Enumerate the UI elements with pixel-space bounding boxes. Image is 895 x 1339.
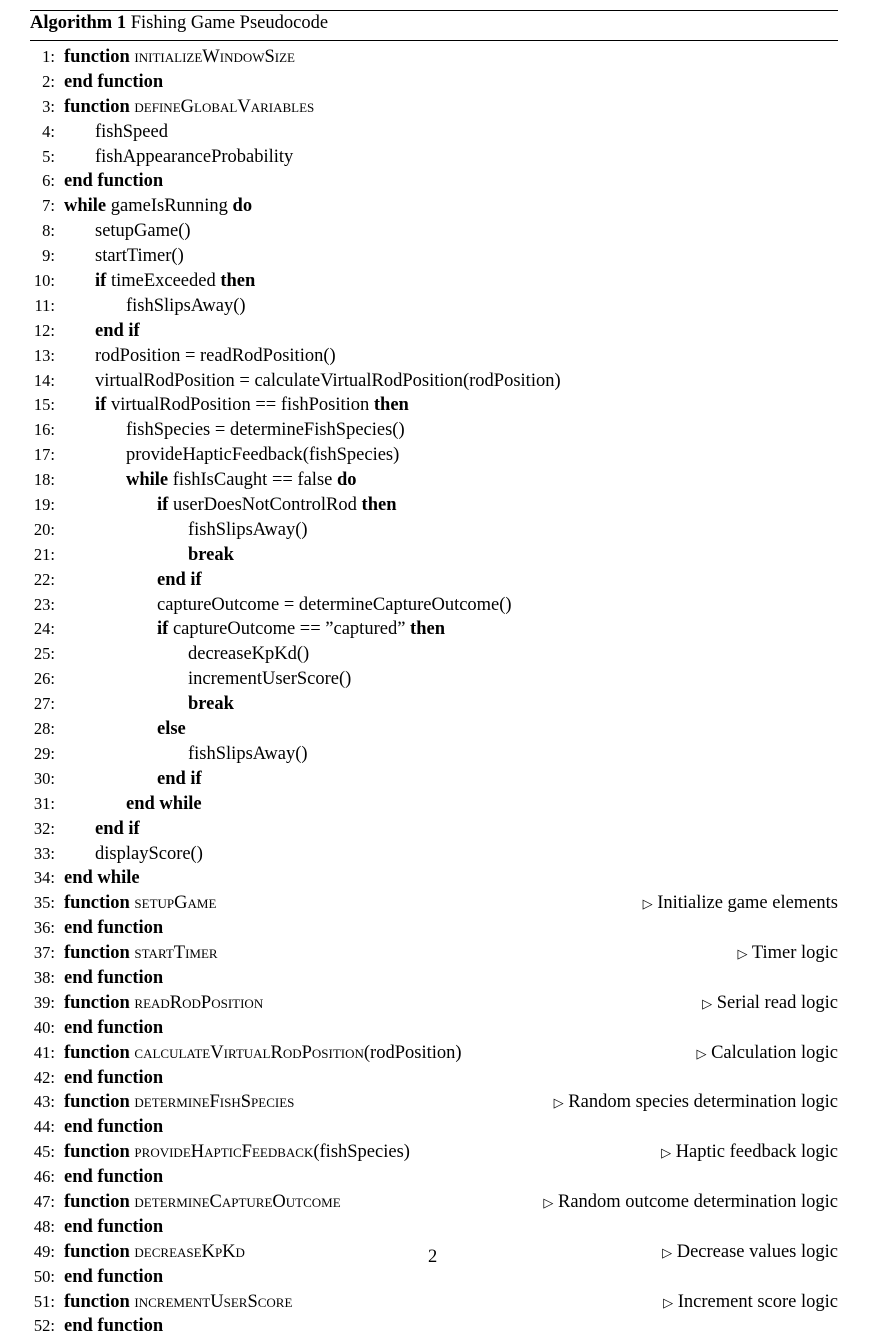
line-code — [64, 866, 838, 891]
line-number: 42: — [33, 1067, 55, 1087]
keyword: end function — [64, 1266, 164, 1287]
code-text: captureOutcome = determineCaptureOutcome() — [157, 594, 512, 615]
line-comment — [663, 1290, 838, 1316]
line-number: 23: — [33, 594, 55, 614]
pseudocode-line — [30, 95, 838, 120]
comment-text: Random outcome determination logic — [557, 1191, 838, 1212]
line-number: 41: — [33, 1042, 55, 1062]
code-text: setupGame() — [95, 221, 191, 242]
comment-triangle-icon: ▷ — [702, 995, 713, 1011]
pseudocode-line — [30, 70, 838, 95]
pseudocode-line — [30, 842, 838, 867]
keyword: function — [64, 893, 130, 914]
function-name: startTimer — [134, 943, 218, 964]
line-number: 37: — [33, 943, 55, 963]
line-number: 20: — [33, 519, 55, 539]
line-number: 34: — [33, 868, 55, 888]
line-number: 47: — [33, 1191, 55, 1211]
pseudocode-line — [30, 45, 838, 70]
line-number: 4: — [42, 121, 55, 141]
line-comment — [554, 1090, 838, 1116]
line-number: 8: — [42, 221, 55, 241]
line-code — [64, 1066, 838, 1091]
pseudocode-line — [30, 941, 838, 966]
keyword: end if — [157, 569, 202, 590]
comment-triangle-icon: ▷ — [696, 1045, 707, 1061]
pseudocode-line — [30, 667, 838, 692]
pseudocode-line — [30, 169, 838, 194]
line-code — [64, 294, 838, 319]
function-name: readRodPosition — [134, 992, 264, 1013]
line-code — [64, 269, 838, 294]
pseudocode-line — [30, 468, 838, 493]
code-text: decreaseKpKd() — [188, 644, 310, 665]
keyword: function — [64, 1042, 130, 1063]
line-code — [64, 393, 838, 418]
line-number: 36: — [33, 918, 55, 938]
keyword: then — [220, 271, 256, 292]
line-code — [64, 742, 838, 767]
line-comment — [543, 1190, 838, 1216]
line-comment — [661, 1140, 838, 1166]
keyword: function — [64, 1092, 130, 1113]
line-code — [64, 667, 838, 692]
pseudocode-line — [30, 269, 838, 294]
pseudocode-line — [30, 344, 838, 369]
keyword: then — [373, 395, 409, 416]
keyword: end function — [64, 1216, 164, 1237]
pseudocode-line — [30, 742, 838, 767]
keyword: end function — [64, 1017, 164, 1038]
keyword: if — [157, 495, 169, 516]
code-text: timeExceeded — [106, 271, 221, 292]
line-number: 40: — [33, 1017, 55, 1037]
line-code — [64, 966, 838, 991]
comment-triangle-icon: ▷ — [642, 896, 653, 912]
code-text: fishSlipsAway() — [126, 295, 246, 316]
keyword: while — [126, 470, 169, 491]
pseudocode-line — [30, 1016, 838, 1041]
line-number: 3: — [42, 96, 55, 116]
code-text: fishSpecies = determineFishSpecies() — [126, 420, 405, 441]
code-text: fishIsCaught == false — [168, 470, 337, 491]
code-text: startTimer() — [95, 246, 184, 267]
line-number: 39: — [33, 992, 55, 1012]
keyword: end if — [95, 818, 140, 839]
pseudocode-line — [30, 369, 838, 394]
line-code — [64, 468, 838, 493]
pseudocode-line — [30, 642, 838, 667]
line-number: 25: — [33, 644, 55, 664]
line-code — [64, 593, 838, 618]
line-number: 9: — [42, 246, 55, 266]
comment-triangle-icon: ▷ — [553, 1095, 564, 1111]
pseudocode-line — [30, 493, 838, 518]
line-number: 1: — [42, 47, 55, 66]
line-number: 29: — [33, 743, 55, 763]
pseudocode-line — [30, 1215, 838, 1240]
comment-triangle-icon: ▷ — [661, 1145, 672, 1161]
line-number: 22: — [33, 569, 55, 589]
function-name: defineGlobalVariables — [134, 96, 315, 117]
pseudocode-line — [30, 1090, 838, 1115]
line-code — [64, 518, 838, 543]
line-number: 44: — [33, 1117, 55, 1137]
pseudocode-line — [30, 1190, 838, 1215]
line-number: 46: — [33, 1167, 55, 1187]
line-number: 15: — [33, 395, 55, 415]
comment-text: Haptic feedback logic — [675, 1142, 838, 1163]
pseudocode-line — [30, 393, 838, 418]
line-comment — [662, 1240, 838, 1266]
pseudocode-line — [30, 294, 838, 319]
keyword: end while — [64, 868, 140, 889]
pseudocode-line — [30, 617, 838, 642]
keyword: else — [157, 719, 186, 740]
keyword: if — [157, 619, 169, 640]
line-code — [64, 717, 838, 742]
code-text: captureOutcome == ”captured” — [168, 619, 411, 640]
code-text: fishSpeed — [95, 121, 168, 142]
line-code — [64, 169, 838, 194]
line-code — [64, 219, 838, 244]
function-name: calculateVirtualRodPosition — [134, 1042, 364, 1063]
line-number: 7: — [42, 196, 55, 216]
line-code — [64, 1115, 838, 1140]
comment-triangle-icon: ▷ — [737, 946, 748, 962]
keyword: function — [64, 1291, 130, 1312]
line-code — [64, 319, 838, 344]
keyword: break — [188, 544, 234, 565]
algorithm-caption — [30, 11, 838, 36]
pseudocode-line — [30, 518, 838, 543]
code-text: fishSlipsAway() — [188, 519, 308, 540]
line-code — [64, 767, 838, 792]
algorithm-label: Algorithm 1 — [30, 13, 127, 33]
line-code — [64, 244, 838, 269]
keyword: end function — [64, 918, 164, 939]
line-code — [64, 120, 838, 145]
keyword: then — [361, 495, 397, 516]
line-number: 45: — [33, 1142, 55, 1162]
function-name: incrementUserScore — [134, 1291, 293, 1312]
line-code — [64, 941, 838, 966]
algorithm-block — [30, 10, 838, 1339]
keyword: end function — [64, 1167, 164, 1188]
line-code — [64, 443, 838, 468]
keyword: end function — [64, 967, 164, 988]
code-text: virtualRodPosition == fishPosition — [106, 395, 374, 416]
pseudocode-line — [30, 145, 838, 170]
line-number: 5: — [42, 146, 55, 166]
pseudocode-line — [30, 1165, 838, 1190]
comment-triangle-icon: ▷ — [663, 1294, 674, 1310]
comment-triangle-icon: ▷ — [662, 1244, 673, 1260]
keyword: end while — [126, 793, 202, 814]
comment-triangle-icon: ▷ — [543, 1194, 554, 1210]
pseudocode-line — [30, 418, 838, 443]
line-number: 33: — [33, 843, 55, 863]
pseudocode-line — [30, 817, 838, 842]
line-code — [64, 1165, 838, 1190]
pseudocode-line — [30, 194, 838, 219]
line-number: 38: — [33, 967, 55, 987]
keyword: then — [410, 619, 445, 640]
line-number: 6: — [42, 171, 55, 191]
code-text: displayScore() — [95, 843, 203, 864]
line-number: 17: — [33, 445, 55, 465]
pseudocode-line — [30, 543, 838, 568]
pseudocode-line — [30, 991, 838, 1016]
line-number: 48: — [33, 1216, 55, 1236]
line-number: 52: — [33, 1316, 55, 1336]
line-code — [64, 45, 838, 70]
function-name: decreaseKpKd — [134, 1241, 245, 1262]
line-number: 12: — [33, 320, 55, 340]
line-code — [64, 369, 838, 394]
line-code — [64, 418, 838, 443]
pseudocode-line — [30, 319, 838, 344]
code-text: gameIsRunning — [106, 196, 233, 217]
keyword: while — [64, 196, 107, 217]
line-code — [64, 817, 838, 842]
code-text: provideHapticFeedback(fishSpecies) — [126, 445, 400, 466]
code-text: incrementUserScore() — [188, 669, 352, 690]
comment-text: Random species determination logic — [568, 1092, 838, 1113]
keyword: end if — [95, 320, 140, 341]
line-code — [64, 1215, 838, 1240]
line-code — [64, 543, 838, 568]
pseudocode-line — [30, 1140, 838, 1165]
line-code — [64, 1265, 838, 1290]
line-number: 35: — [33, 893, 55, 913]
line-code — [64, 792, 838, 817]
line-comment — [643, 891, 838, 917]
line-code — [64, 642, 838, 667]
line-number: 51: — [33, 1291, 55, 1311]
code-text: virtualRodPosition = calculateVirtualRodPosition(rodPosition) — [95, 370, 561, 391]
line-code — [64, 617, 838, 642]
line-number: 32: — [33, 818, 55, 838]
pseudocode-line — [30, 219, 838, 244]
pseudocode-line — [30, 1265, 838, 1290]
pseudocode-line — [30, 1290, 838, 1315]
keyword: do — [232, 196, 253, 217]
pseudocode-line — [30, 866, 838, 891]
line-number: 21: — [33, 544, 55, 564]
code-text: fishAppearanceProbability — [95, 146, 294, 167]
keyword: break — [188, 694, 234, 715]
pseudocode-line — [30, 1115, 838, 1140]
function-name: provideHapticFeedback — [134, 1142, 314, 1163]
pseudocode-line — [30, 792, 838, 817]
comment-text: Serial read logic — [716, 992, 838, 1013]
pseudocode-line — [30, 891, 838, 916]
function-name: determineCaptureOutcome — [134, 1191, 341, 1212]
function-name: initializeWindowSize — [134, 47, 296, 67]
line-code — [64, 1314, 838, 1339]
keyword: function — [64, 96, 130, 117]
line-code — [64, 568, 838, 593]
comment-text: Timer logic — [751, 943, 838, 964]
algorithm-title: Fishing Game Pseudocode — [130, 13, 329, 33]
comment-text: Initialize game elements — [657, 893, 838, 914]
keyword: function — [64, 47, 130, 67]
code-text: userDoesNotControlRod — [168, 495, 362, 516]
page-number: 2 — [428, 1247, 438, 1267]
line-code — [64, 692, 838, 717]
code-text: rodPosition = readRodPosition() — [95, 345, 336, 366]
keyword: function — [64, 1142, 130, 1163]
pseudocode-line — [30, 692, 838, 717]
caption-rule — [30, 40, 838, 41]
keyword: end function — [64, 171, 164, 192]
line-number: 30: — [33, 768, 55, 788]
code-text: fishSlipsAway() — [188, 743, 308, 764]
comment-text: Increment score logic — [677, 1291, 838, 1312]
pseudocode-line — [30, 767, 838, 792]
algorithm-lines — [30, 45, 838, 1339]
line-code — [64, 95, 838, 120]
keyword: end function — [64, 1067, 164, 1088]
keyword: if — [95, 271, 107, 292]
pseudocode-line — [30, 1041, 838, 1066]
line-number: 2: — [42, 71, 55, 91]
keyword: end if — [157, 768, 202, 789]
pseudocode-line — [30, 717, 838, 742]
pseudocode-line — [30, 244, 838, 269]
line-code — [64, 70, 838, 95]
pseudocode-line — [30, 1066, 838, 1091]
pseudocode-line — [30, 568, 838, 593]
function-name: setupGame — [134, 893, 217, 914]
code-text: (rodPosition) — [363, 1042, 462, 1063]
line-code — [64, 842, 838, 867]
keyword: function — [64, 943, 130, 964]
line-comment — [696, 1041, 838, 1067]
pseudocode-line — [30, 443, 838, 468]
keyword: end function — [64, 71, 164, 92]
line-code — [64, 344, 838, 369]
pseudocode-line — [30, 1314, 838, 1339]
line-number: 10: — [33, 271, 55, 291]
comment-text: Decrease values logic — [676, 1241, 838, 1262]
line-number: 18: — [33, 470, 55, 490]
line-number: 26: — [33, 669, 55, 689]
line-number: 27: — [33, 694, 55, 714]
line-comment — [738, 941, 838, 967]
keyword: if — [95, 395, 107, 416]
line-number: 14: — [33, 370, 55, 390]
line-number: 49: — [33, 1241, 55, 1261]
line-number: 50: — [33, 1266, 55, 1286]
pseudocode-line — [30, 120, 838, 145]
keyword: end function — [64, 1117, 164, 1138]
pseudocode-line — [30, 593, 838, 618]
keyword: function — [64, 992, 130, 1013]
function-name: determineFishSpecies — [134, 1092, 295, 1113]
line-code — [64, 493, 838, 518]
line-code — [64, 916, 838, 941]
line-number: 13: — [33, 345, 55, 365]
keyword: function — [64, 1191, 130, 1212]
line-comment — [702, 991, 838, 1017]
keyword: end function — [64, 1316, 164, 1337]
keyword: do — [336, 470, 357, 491]
code-text: (fishSpecies) — [313, 1142, 410, 1163]
line-number: 31: — [33, 793, 55, 813]
pseudocode-line — [30, 916, 838, 941]
pseudocode-line — [30, 966, 838, 991]
line-number: 43: — [33, 1092, 55, 1112]
comment-text: Calculation logic — [711, 1042, 838, 1063]
line-number: 16: — [33, 420, 55, 440]
line-number: 28: — [33, 719, 55, 739]
line-code — [64, 194, 838, 219]
keyword: function — [64, 1241, 130, 1262]
line-number: 19: — [33, 495, 55, 515]
line-number: 24: — [33, 619, 55, 639]
line-code — [64, 145, 838, 170]
line-code — [64, 1016, 838, 1041]
line-number: 11: — [34, 295, 55, 315]
